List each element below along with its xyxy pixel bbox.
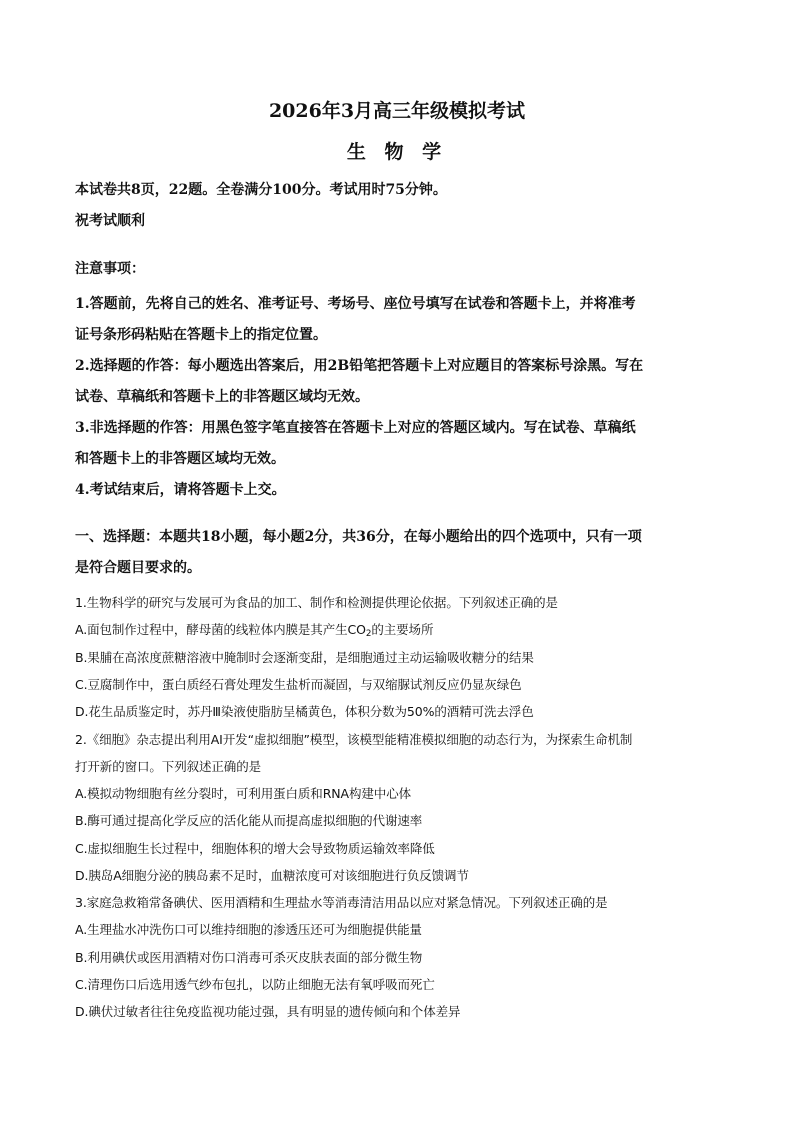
notice-heading: 注意事项： <box>75 261 145 277</box>
question-1-option-c: C.豆腐制作中，蛋白质经石膏处理发生盐析而凝固，与双缩脲试剂反应仍显灰绿色 <box>75 677 522 692</box>
question-3-option-b: B.利用碘伏或医用酒精对伤口消毒可杀灭皮肤表面的部分微生物 <box>75 950 423 965</box>
question-3-stem: 3.家庭急救箱常备碘伏、医用酒精和生理盐水等消毒清洁用品以应对紧急情况。下列叙述正确的是 <box>75 895 608 910</box>
section-heading-line-1: 一、选择题：本题共18小题，每小题2分，共36分，在每小题给出的四个选项中，只有一项 <box>75 529 642 545</box>
subject-title: 生 物 学 <box>346 141 448 163</box>
subscript-text: 2 <box>365 629 372 640</box>
notice-3-line-1: 3.非选择题的作答：用黑色签字笔直接答在答题卡上对应的答题区域内。写在试卷、草稿纸 <box>75 420 636 436</box>
notice-3-line-2: 和答题卡上的非答题区域均无效。 <box>75 451 285 467</box>
question-1-stem: 1.生物科学的研究与发展可为食品的加工、制作和检测提供理论依据。下列叙述正确的是 <box>75 595 558 610</box>
question-2-option-a: A.模拟动物细胞有丝分裂时，可利用蛋白质和RNA构建中心体 <box>75 786 411 801</box>
option-text-tail: 的主要场所 <box>371 622 434 637</box>
notice-2-line-2: 试卷、草稿纸和答题卡上的非答题区域均无效。 <box>75 389 369 405</box>
notice-2-line-1: 2.选择题的作答：每小题选出答案后，用2B铅笔把答题卡上对应题目的答案标号涂黑。写在 <box>75 358 644 374</box>
question-1-option-b: B.果脯在高浓度蔗糖溶液中腌制时会逐渐变甜，是细胞通过主动运输吸收糖分的结果 <box>75 650 534 665</box>
question-3-option-c: C.清理伤口后选用透气纱布包扎，以防止细胞无法有氧呼吸而死亡 <box>75 977 435 992</box>
question-2-option-d: D.胰岛A细胞分泌的胰岛素不足时，血糖浓度可对该细胞进行负反馈调节 <box>75 868 469 883</box>
good-luck-text: 祝考试顺利 <box>75 213 145 229</box>
question-3-option-d: D.碘伏过敏者往往免疫监视功能过强，具有明显的遗传倾向和个体差异 <box>75 1004 461 1019</box>
question-2-option-c: C.虚拟细胞生长过程中，细胞体积的增大会导致物质运输效率降低 <box>75 841 435 856</box>
notice-4-line-1: 4.考试结束后，请将答题卡上交。 <box>75 482 286 498</box>
notice-1-line-1: 1.答题前，先将自己的姓名、准考证号、考场号、座位号填写在试卷和答题卡上，并将准考 <box>75 296 636 312</box>
exam-title: 2026年3月高三年级模拟考试 <box>268 100 526 122</box>
question-1-option-a <box>75 621 725 643</box>
option-text: A.面包制作过程中，酵母菌的线粒体内膜是其产生CO <box>75 622 366 637</box>
question-3-option-a: A.生理盐水冲洗伤口可以维持细胞的渗透压还可为细胞提供能量 <box>75 922 422 937</box>
question-2-option-b: B.酶可通过提高化学反应的活化能从而提高虚拟细胞的代谢速率 <box>75 813 423 828</box>
question-2-stem-line-2: 打开新的窗口。下列叙述正确的是 <box>75 759 262 774</box>
question-1-option-d: D.花生品质鉴定时，苏丹Ⅲ染液使脂肪呈橘黄色，体积分数为50%的酒精可洗去浮色 <box>75 704 534 719</box>
exam-info: 本试卷共8页，22题。全卷满分100分。考试用时75分钟。 <box>75 182 447 198</box>
section-heading-line-2: 是符合题目要求的。 <box>75 560 201 576</box>
question-2-stem-line-1: 2.《细胞》杂志提出利用AI开发“虚拟细胞”模型，该模型能精准模拟细胞的动态行为，为探索生命机制 <box>75 732 633 747</box>
notice-1-line-2: 证号条形码粘贴在答题卡上的指定位置。 <box>75 327 327 343</box>
